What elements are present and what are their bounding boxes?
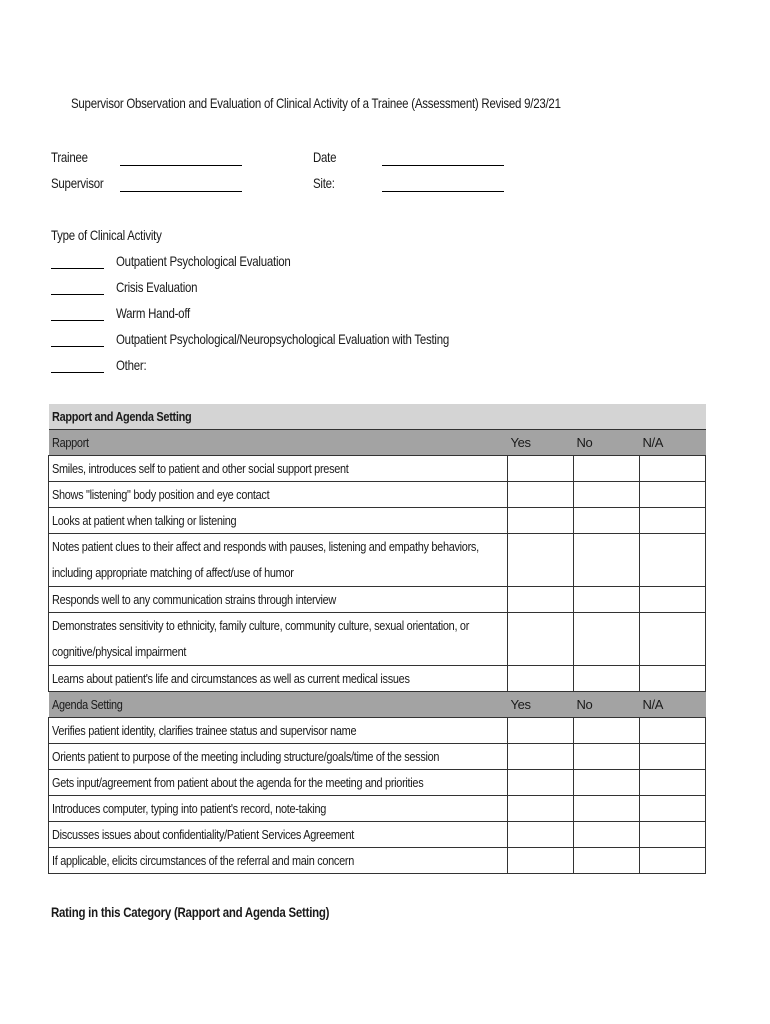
yes-box[interactable] xyxy=(508,666,574,692)
yes-box[interactable] xyxy=(508,822,574,848)
table-row xyxy=(49,456,706,482)
criterion-label: Demonstrates sensitivity to ethnicity, family culture, community culture, sexual orientation, or cognitive/physical impairment xyxy=(52,618,470,659)
criterion-label: Gets input/agreement from patient about the agenda for the meeting and priorities xyxy=(52,775,424,790)
table-row xyxy=(49,508,706,534)
column-na: N/A xyxy=(640,692,706,718)
no-box[interactable] xyxy=(574,822,640,848)
activity-check-line[interactable] xyxy=(51,372,104,373)
no-box[interactable] xyxy=(574,666,640,692)
no-box[interactable] xyxy=(574,482,640,508)
table-row xyxy=(49,587,706,613)
na-box[interactable] xyxy=(640,718,706,744)
table-row xyxy=(49,534,706,587)
no-box[interactable] xyxy=(574,744,640,770)
na-box[interactable] xyxy=(640,822,706,848)
criterion-label: Looks at patient when talking or listening xyxy=(52,513,237,528)
section-title-rapport: Rapport xyxy=(51,435,89,450)
category-rating-label: Rating in this Category (Rapport and Agenda Setting) xyxy=(51,904,330,920)
criterion-label: Verifies patient identity, clarifies trainee status and supervisor name xyxy=(52,723,357,738)
activity-check-line[interactable] xyxy=(51,294,104,295)
yes-box[interactable] xyxy=(508,744,574,770)
column-no: No xyxy=(574,692,640,718)
criterion-label: Notes patient clues to their affect and responds with pauses, listening and empathy behaviors, including appropriate matching of affect/use of humor xyxy=(52,539,479,580)
na-box[interactable] xyxy=(640,796,706,822)
section-header-row xyxy=(49,430,706,456)
criterion-label: Shows "listening" body position and eye contact xyxy=(52,487,270,502)
column-yes: Yes xyxy=(508,430,574,456)
no-box[interactable] xyxy=(574,848,640,874)
yes-box[interactable] xyxy=(508,456,574,482)
no-box[interactable] xyxy=(574,718,640,744)
section-header-row xyxy=(49,692,706,718)
table-row xyxy=(49,482,706,508)
activity-heading: Type of Clinical Activity xyxy=(51,227,162,243)
criterion-label: Orients patient to purpose of the meeting including structure/goals/time of the session xyxy=(52,749,440,764)
na-box[interactable] xyxy=(640,848,706,874)
no-box[interactable] xyxy=(574,770,640,796)
section-title-agenda: Agenda Setting xyxy=(51,697,123,712)
table-row xyxy=(49,822,706,848)
date-label: Date xyxy=(313,149,337,165)
no-box[interactable] xyxy=(574,508,640,534)
table-row xyxy=(49,718,706,744)
site-field[interactable] xyxy=(382,191,504,192)
no-box[interactable] xyxy=(574,534,640,587)
yes-box[interactable] xyxy=(508,482,574,508)
no-box[interactable] xyxy=(574,613,640,666)
category-row xyxy=(49,404,706,430)
activity-option: Outpatient Psychological Evaluation xyxy=(116,253,291,269)
date-field[interactable] xyxy=(382,165,504,166)
na-box[interactable] xyxy=(640,587,706,613)
yes-box[interactable] xyxy=(508,613,574,666)
yes-box[interactable] xyxy=(508,587,574,613)
yes-box[interactable] xyxy=(508,534,574,587)
table-row xyxy=(49,613,706,666)
criterion-label: Learns about patient's life and circumstances as well as current medical issues xyxy=(52,671,410,686)
yes-box[interactable] xyxy=(508,848,574,874)
activity-option: Outpatient Psychological/Neuropsychological Evaluation with Testing xyxy=(116,331,450,347)
table-row xyxy=(49,770,706,796)
table-row xyxy=(49,666,706,692)
trainee-field[interactable] xyxy=(120,165,242,166)
evaluation-table xyxy=(48,404,706,874)
activity-check-line[interactable] xyxy=(51,268,104,269)
criterion-label: Responds well to any communication strains through interview xyxy=(52,592,337,607)
trainee-label: Trainee xyxy=(51,149,88,165)
no-box[interactable] xyxy=(574,796,640,822)
na-box[interactable] xyxy=(640,456,706,482)
site-label: Site: xyxy=(313,175,335,191)
supervisor-label: Supervisor xyxy=(51,175,104,191)
no-box[interactable] xyxy=(574,456,640,482)
criterion-label: If applicable, elicits circumstances of the referral and main concern xyxy=(52,853,355,868)
activity-option: Other: xyxy=(116,357,147,373)
activity-option: Warm Hand-off xyxy=(116,305,191,321)
yes-box[interactable] xyxy=(508,770,574,796)
na-box[interactable] xyxy=(640,770,706,796)
na-box[interactable] xyxy=(640,482,706,508)
criterion-label: Introduces computer, typing into patient's record, note-taking xyxy=(52,801,327,816)
column-yes: Yes xyxy=(508,692,574,718)
table-row xyxy=(49,848,706,874)
activity-check-line[interactable] xyxy=(51,346,104,347)
category-title: Rapport and Agenda Setting xyxy=(51,409,191,424)
table-row xyxy=(49,744,706,770)
criterion-label: Discusses issues about confidentiality/Patient Services Agreement xyxy=(52,827,354,842)
table-row xyxy=(49,796,706,822)
na-box[interactable] xyxy=(640,744,706,770)
column-no: No xyxy=(574,430,640,456)
na-box[interactable] xyxy=(640,508,706,534)
column-na: N/A xyxy=(640,430,706,456)
yes-box[interactable] xyxy=(508,508,574,534)
criterion-label: Smiles, introduces self to patient and other social support present xyxy=(52,461,349,476)
no-box[interactable] xyxy=(574,587,640,613)
na-box[interactable] xyxy=(640,613,706,666)
yes-box[interactable] xyxy=(508,718,574,744)
form-title: Supervisor Observation and Evaluation of Clinical Activity of a Trainee (Assessment) Revised 9/23/21 xyxy=(71,95,561,111)
yes-box[interactable] xyxy=(508,796,574,822)
activity-option: Crisis Evaluation xyxy=(116,279,198,295)
supervisor-field[interactable] xyxy=(120,191,242,192)
activity-check-line[interactable] xyxy=(51,320,104,321)
na-box[interactable] xyxy=(640,666,706,692)
na-box[interactable] xyxy=(640,534,706,587)
